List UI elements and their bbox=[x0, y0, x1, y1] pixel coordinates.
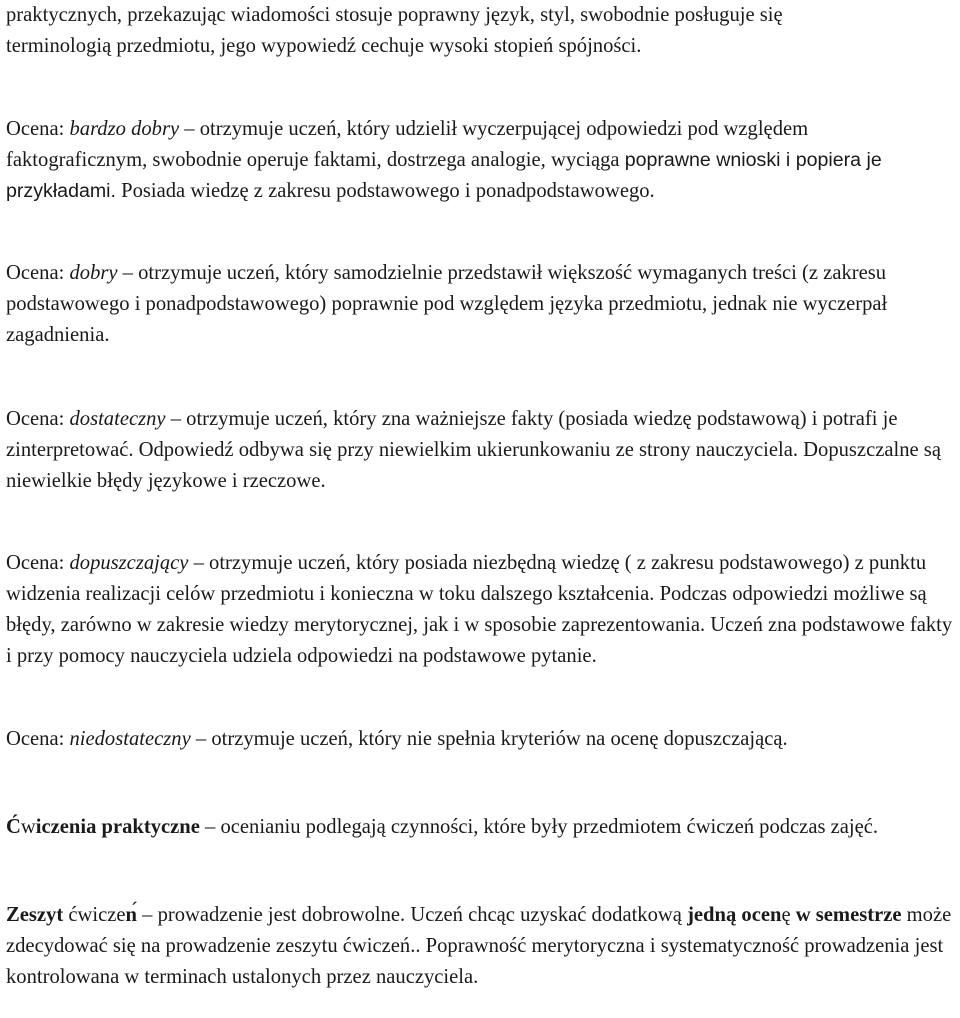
paragraph-dostateczny bbox=[6, 404, 954, 497]
intro-line-1: praktycznych, przekazując wiadomości stosuje poprawny język, styl, swobodnie posługuje się bbox=[6, 4, 783, 26]
grade-description-sans: poprawne wnioski i popiera je przykładami. bbox=[6, 149, 882, 202]
zeszyt-bold-1: Zeszyt bbox=[6, 904, 64, 926]
zeszyt-bold-2: n bbox=[125, 904, 137, 926]
grade-description: – otrzymuje uczeń, który samodzielnie przedstawił większość wymaganych treści (z zakresu podstawowego i ponadpodstawowego) poprawnie pod względem języka przedmiotu, jednak nie wyczerpał zagadnienia. bbox=[6, 262, 888, 346]
paragraph-dopuszczajacy bbox=[6, 548, 954, 672]
grade-label: Ocena: bbox=[6, 728, 70, 750]
grade-label: Ocena: bbox=[6, 262, 70, 284]
grade-description: – otrzymuje uczeń, który nie spełnia kryteriów na ocenę dopuszczającą. bbox=[190, 728, 788, 750]
grade-description-end: Posiada wiedzę z zakresu podstawowego i ponadpodstawowego. bbox=[115, 180, 655, 202]
paragraph-dobry bbox=[6, 258, 954, 351]
paragraph-zeszyt bbox=[6, 900, 954, 993]
grade-label: Ocena: bbox=[6, 552, 70, 574]
paragraph-niedostateczny bbox=[6, 724, 954, 755]
grade-label: Ocena: bbox=[6, 118, 70, 140]
zeszyt-bold-4: ocen bbox=[741, 904, 782, 926]
grade-name-dobry: dobry bbox=[69, 262, 118, 284]
cwiczenia-heading-rest: iczenia praktyczne bbox=[35, 816, 200, 838]
grade-label: Ocena: bbox=[6, 408, 70, 430]
zeszyt-text-4: ę bbox=[781, 904, 796, 926]
cwiczenia-heading-w: w bbox=[20, 816, 36, 838]
paragraph-intro bbox=[6, 0, 954, 62]
grade-name-bardzo-dobry: bardzo dobry bbox=[69, 118, 180, 140]
grade-description: – otrzymuje uczeń, który posiada niezbędną wiedzę ( z zakresu podstawowego) z punktu widzenia realizacji celów przedmiotu i konieczna w toku dalszego kształcenia. Podczas odpowiedzi możliwe są błędy, zarówno w zakresie wiedzy merytorycznej, jak i w sposobie zaprezentowania. Uczeń zna podstawowe fakty i przy pomocy nauczyciela udziela odpowiedzi na podstawowe pytanie. bbox=[6, 552, 953, 667]
cwiczenia-heading-c: Ć bbox=[6, 816, 21, 838]
zeszyt-text-1: ćwicze bbox=[63, 904, 126, 926]
grade-name-dostateczny: dostateczny bbox=[69, 408, 166, 430]
intro-line-2: terminologią przedmiotu, jego wypowiedź cechuje wysoki stopień spójności. bbox=[6, 35, 642, 57]
zeszyt-text-2: ́ – prowadzenie jest dobrowolne. Uczeń chcąc uzyskać dodatkową bbox=[136, 904, 688, 926]
cwiczenia-description: – ocenianiu podlegają czynności, które były przedmiotem ćwiczeń podczas zajęć. bbox=[199, 816, 879, 838]
grade-name-dopuszczajacy: dopuszczający bbox=[69, 552, 189, 574]
zeszyt-text-5: może zdecydować się na prowadzenie zeszytu ćwiczeń.. Poprawność merytoryczna i systematyczność prowadzenia jest kontrolowana w terminach ustalonych przez nauczyciela. bbox=[6, 904, 952, 988]
grade-description: – otrzymuje uczeń, który udzielił wyczerpującej odpowiedzi pod względem faktograficznym, swobodnie operuje faktami, dostrzega analogie, wyciąga bbox=[6, 118, 809, 171]
paragraph-cwiczenia bbox=[6, 812, 954, 843]
grade-description: – otrzymuje uczeń, który zna ważniejsze fakty (posiada wiedzę podstawową) i potrafi je zinterpretować. Odpowiedź odbywa się przy niewielkim ukierunkowaniu ze strony nauczyciela. Dopuszczalne są niewielkie błędy językowe i rzeczowe. bbox=[6, 408, 941, 492]
zeszyt-bold-5: w semestrze bbox=[795, 904, 902, 926]
paragraph-bardzo-dobry bbox=[6, 114, 954, 207]
grade-name-niedostateczny: niedostateczny bbox=[69, 728, 191, 750]
zeszyt-bold-3: jedną bbox=[687, 904, 737, 926]
